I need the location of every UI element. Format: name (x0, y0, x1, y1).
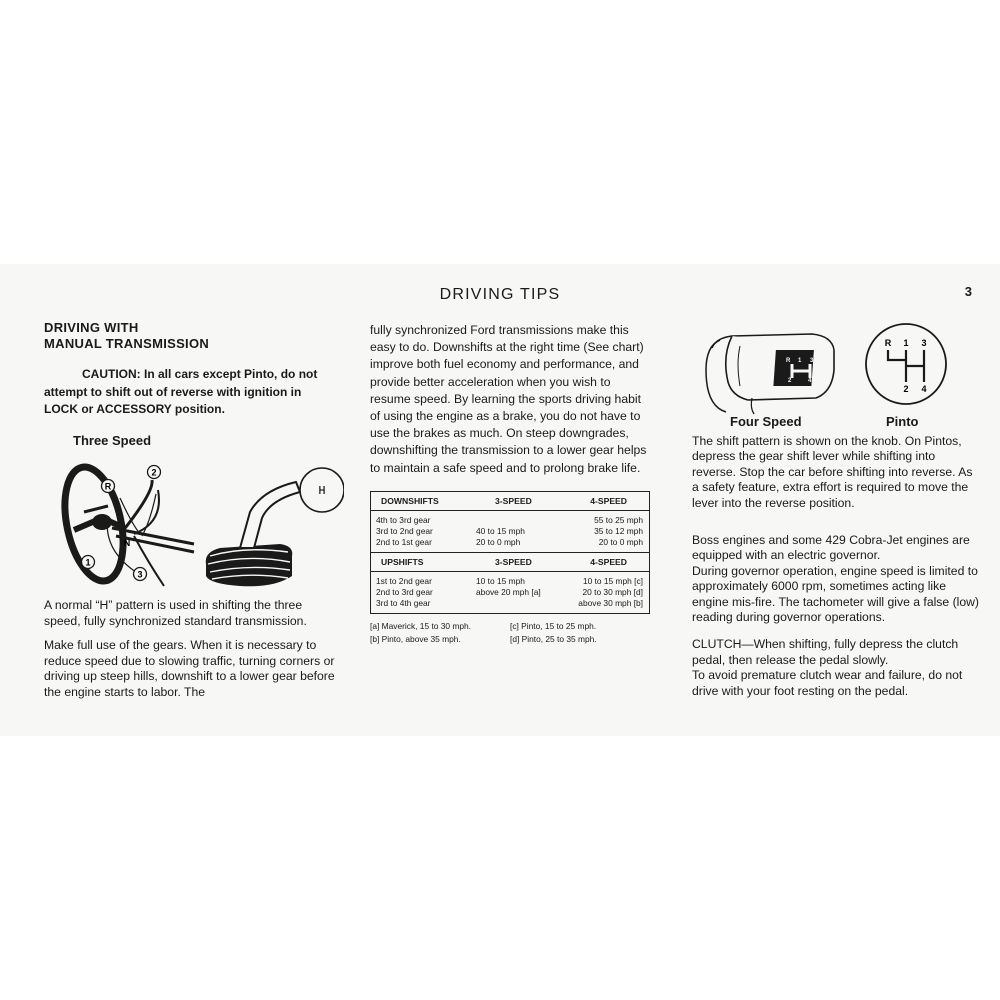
paragraph: Make full use of the gears. When it is necessary to reduce speed due to slowing traffic, turning corners or driving up steep hills, downshift to a lower gear before the engine starts to labor. The (44, 637, 335, 700)
paragraph: Boss engines and some 429 Cobra-Jet engines are equipped with an electric governor. (692, 533, 970, 563)
gear-label-r: R (104, 481, 112, 492)
middle-column (370, 322, 654, 646)
four-speed-label: Four Speed (730, 414, 802, 429)
table-row: 2nd to 3rd gear above 20 mph [a] 20 to 30 mph [d] (376, 586, 643, 597)
gear-label-n: N (123, 538, 131, 549)
shift-knob-icon (692, 320, 982, 416)
table-header: UPSHIFTS 3-SPEED 4-SPEED (371, 552, 649, 572)
paragraph: fully synchronized Ford transmissions make this easy to do. Downshifts at the right time (See chart) improve both fuel economy and performance, and provide better acceleration when you wish to resume speed. By learning the sports driving habit of using the engine as a brake, you do not have to use the brakes as much. On steep downgrades, downshifting the transmission to a lower gear helps to maintain a safe speed and to prolong brake life. (370, 323, 647, 475)
svg-text:3: 3 (810, 358, 814, 364)
page-number: 3 (964, 284, 972, 299)
gear-label-2: 2 (151, 467, 157, 478)
page-title: DRIVING TIPS (439, 286, 561, 303)
gear-label-3: 3 (137, 569, 143, 580)
pinto-gear-r: R (884, 338, 892, 348)
table-row: 4th to 3rd gear 55 to 25 mph (376, 514, 643, 525)
section-title: DRIVING WITH MANUAL TRANSMISSION (44, 320, 210, 351)
knob-pattern-label: H (318, 484, 326, 499)
table-row: 3rd to 2nd gear 40 to 15 mph 35 to 12 mph (376, 525, 643, 536)
paragraph: To avoid premature clutch wear and failure, do not drive with your foot resting on the pedal. (692, 668, 963, 698)
svg-text:1: 1 (798, 358, 802, 364)
steering-column-shifter-icon (44, 452, 344, 594)
three-speed-illustration (44, 452, 336, 594)
four-speed-pinto-illustration (692, 320, 982, 438)
gear-label-1: 1 (85, 557, 91, 568)
paragraph: A normal “H” pattern is used in shifting the three speed, fully synchronized standard transmission. (44, 598, 307, 629)
table-row: 1st to 2nd gear 10 to 15 mph 10 to 15 mph [c] (376, 575, 643, 586)
caution-note: CAUTION: In all cars except Pinto, do not attempt to shift out of reverse with ignition in LOCK or ACCESSORY position. (44, 367, 318, 416)
upshifts-rows (371, 572, 649, 613)
three-speed-title: Three Speed (73, 432, 152, 448)
svg-text:R: R (786, 358, 791, 364)
shift-speed-table (370, 491, 650, 614)
left-column (44, 320, 336, 709)
paragraph: CLUTCH—When shifting, fully depress the clutch pedal, then release the pedal slowly. (692, 637, 959, 667)
figure-labels (692, 414, 919, 430)
pinto-gear-2: 2 (903, 384, 909, 394)
svg-text:4: 4 (808, 378, 812, 384)
pinto-gear-1: 1 (903, 338, 909, 348)
downshifts-rows (371, 511, 649, 552)
table-row: 3rd to 4th gear above 30 mph [b] (376, 597, 643, 608)
paragraph: During governor operation, engine speed is limited to approximately 6000 rpm, sometimes acting like engine mis-fire. The tachometer will give a false (low) reading during governor operations. (692, 563, 979, 625)
manual-page (0, 264, 1000, 736)
pinto-label: Pinto (886, 414, 919, 429)
pinto-gear-3: 3 (921, 338, 927, 348)
right-column (692, 320, 982, 709)
table-footnotes: [a] Maverick, 15 to 30 mph. [c] Pinto, 15 to 25 mph. [b] Pinto, above 35 mph. [d] Pinto, 25 to 35 mph. (370, 620, 597, 644)
table-row: 2nd to 1st gear 20 to 0 mph 20 to 0 mph (376, 536, 643, 547)
paragraph: The shift pattern is shown on the knob. On Pintos, depress the gear shift lever while shifting into reverse. Stop the car before shifting into reverse. As a safety feature, extra effort is required to move the lever into the reverse position. (692, 434, 973, 510)
svg-text:2: 2 (788, 378, 792, 384)
table-header: DOWNSHIFTS 3-SPEED 4-SPEED (371, 492, 649, 511)
pinto-gear-4: 4 (921, 384, 927, 394)
